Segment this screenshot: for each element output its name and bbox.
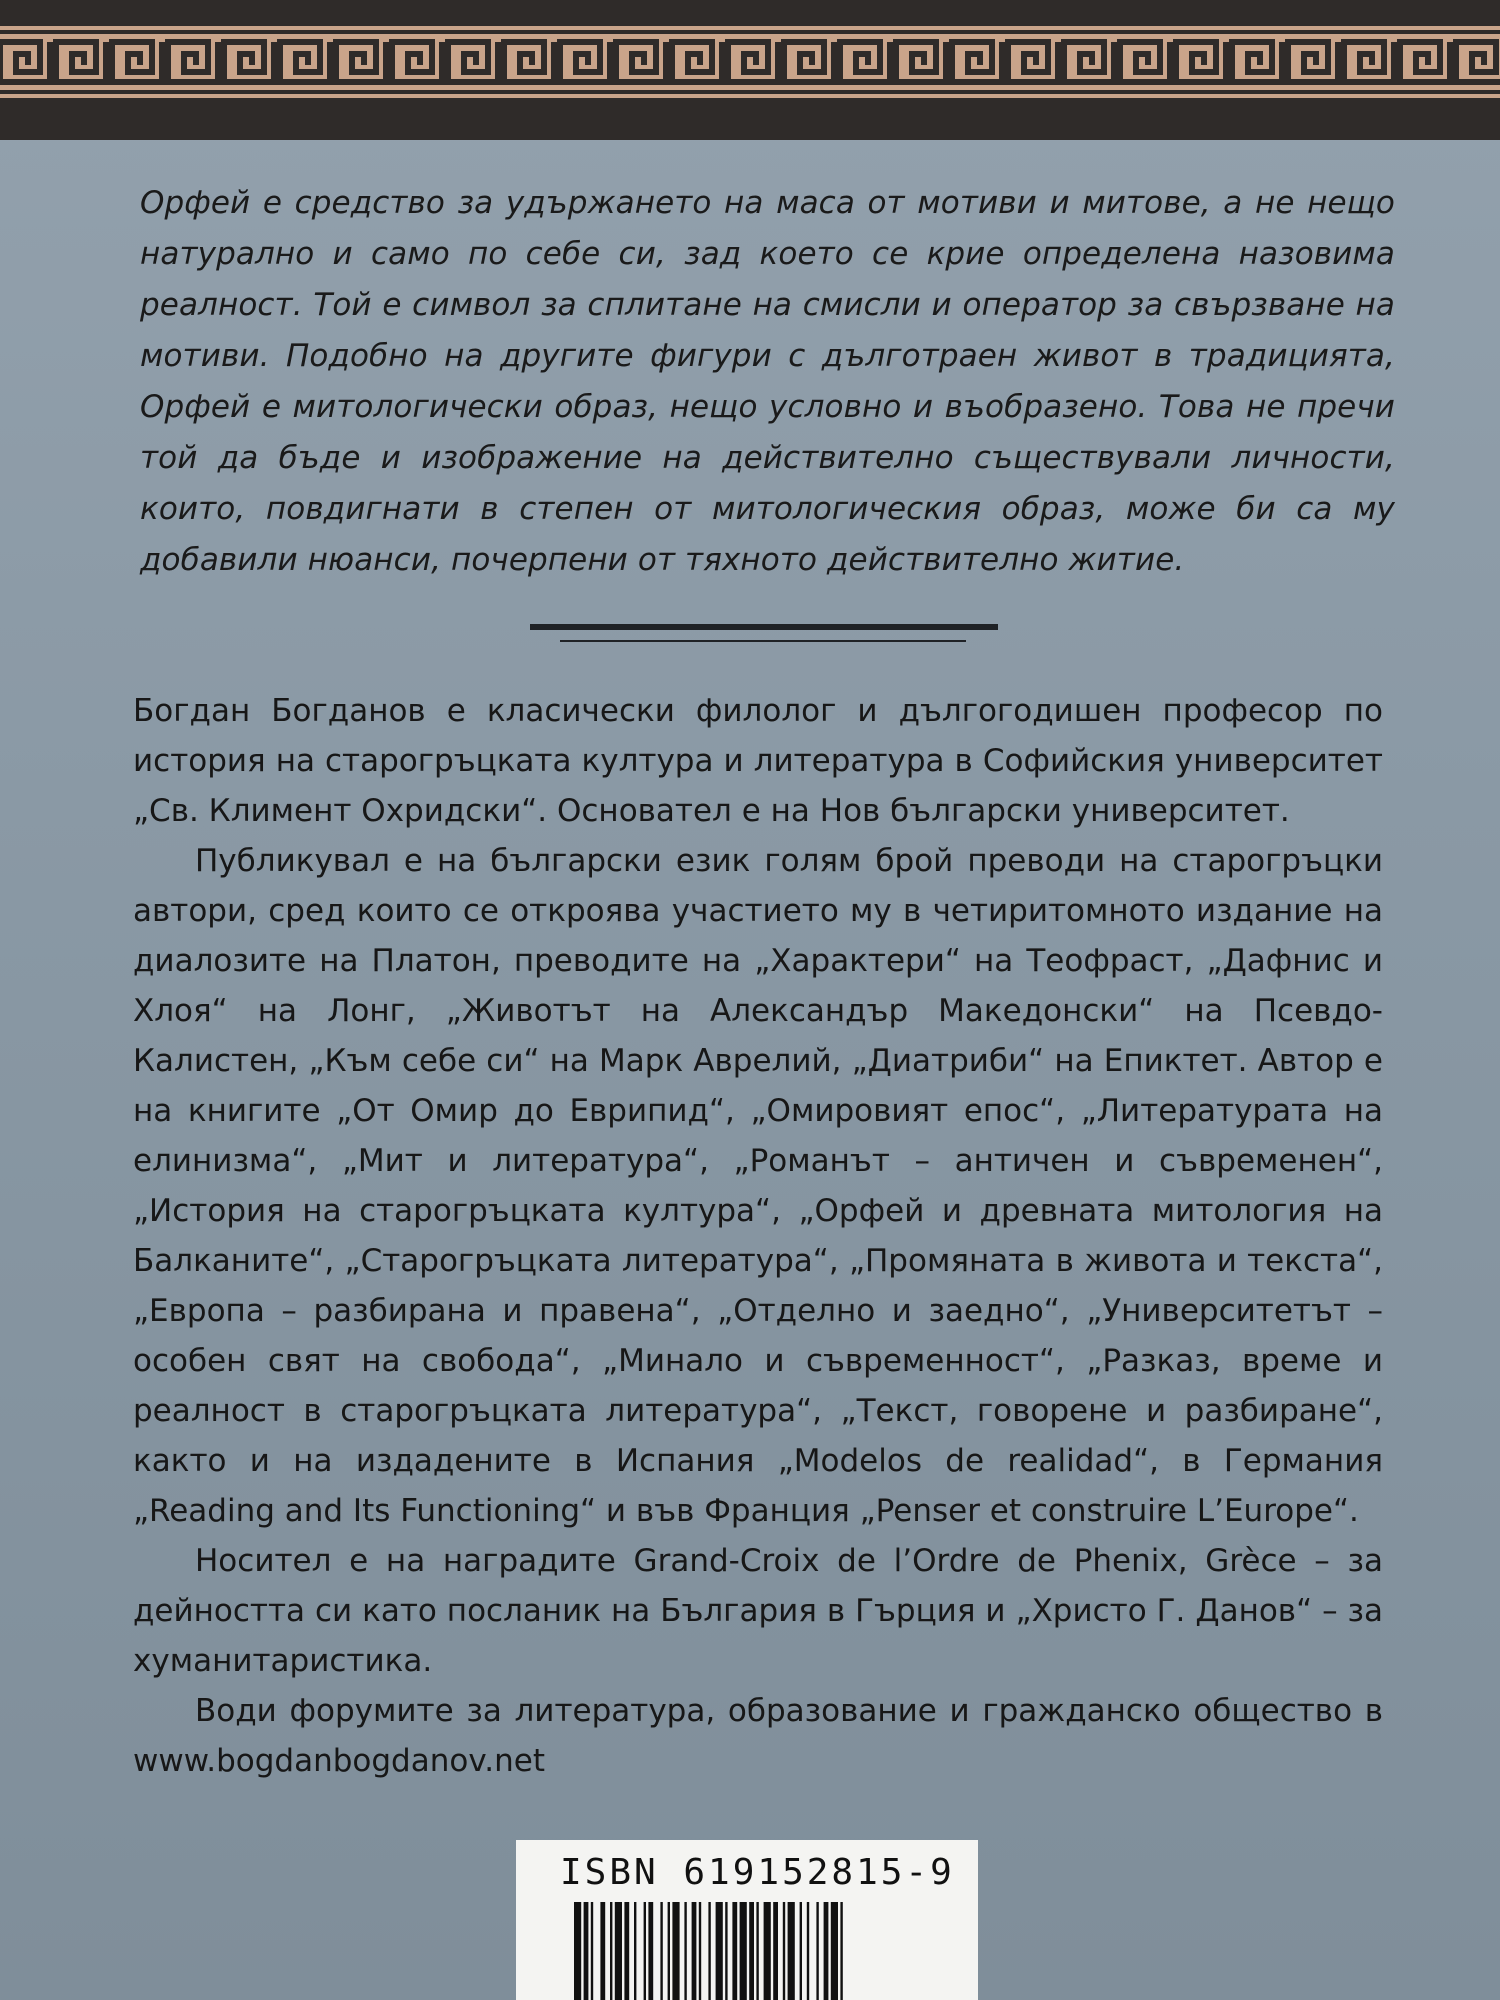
- bio-paragraph-intro: Богдан Богданов е класически филолог и дългогодишен професор по история на старогръцката култура и литература в Софийския университет „Св. Климент Охридски“. Основател е на Нов български университет.: [133, 693, 1383, 829]
- bio-paragraph-awards: Носител е на наградите Grand-Croix de l’Ordre de Phenix, Grèce – за дейността си като посланик на България в Гърция и „Христо Г. Данов“ – за хуманитаристика.: [133, 1543, 1383, 1679]
- barcode-icon: [574, 1902, 924, 2000]
- bio-paragraph-publications: Публикувал е на български език голям брой преводи на старогръцки автори, сред които се откроява участието му в четиритомното издание на диалозите на Платон, преводите на „Характери“ на Теофраст, „Дафнис и Хлоя“ на Лонг, „Животът на Александър Македонски“ на Псевдо-Калистен, „Към себе си“ на Марк Аврелий, „Диатриби“ на Епиктет. Автор е на книгите „От Омир до Еврипид“, „Омировият епос“, „Литературата на елинизма“, „Мит и литература“, „Романът – античен и съвременен“, „История на старогръцката култура“, „Орфей и древната митология на Балканите“, „Старогръцката литература“, „Промяната в живота и текста“, „Европа – разбирана и правена“, „Отделно и заедно“, „Университетът – особен свят на свобода“, „Минало и съвременност“, „Разказ, време и реалност в старогръцката литература“, „Текст, говорене и разбиране“, както и на издадените в Испания „Modelos de realidad“, в Германия „Reading and Its Functioning“ и във Франция „Penser et construire L’Europe“.: [133, 843, 1383, 1529]
- author-biography: [133, 686, 1383, 1786]
- isbn-barcode-box: [516, 1840, 978, 2000]
- divider-line-thin: [560, 640, 966, 642]
- divider-line-thick: [530, 624, 998, 630]
- isbn-number: ISBN 619152815-9: [560, 1852, 955, 1893]
- greek-meander-border: [0, 26, 1500, 98]
- bio-paragraph-forums: Води форумите за литература, образование и гражданско общество в www.bogdanbogdanov.net: [133, 1693, 1383, 1779]
- orpheus-quote: Орфей е средство за удържането на маса от мотиви и митове, а не нещо натурално и само по себе си, зад което се крие определена назовима реалност. Той е символ за сплитане на смисли и оператор за свързване на мотиви. Подобно на другите фигури с дълготраен живот в традицията, Орфей е митологически образ, нещо условно и въобразено. Това не пречи той да бъде и изображение на действително съществували личности, които, повдигнати в степен от митологическия образ, може би са му добавили нюанси, почерпени от тяхното действително житие.: [140, 185, 1395, 578]
- meander-icon: [0, 26, 1500, 98]
- top-decorative-band: [0, 0, 1500, 140]
